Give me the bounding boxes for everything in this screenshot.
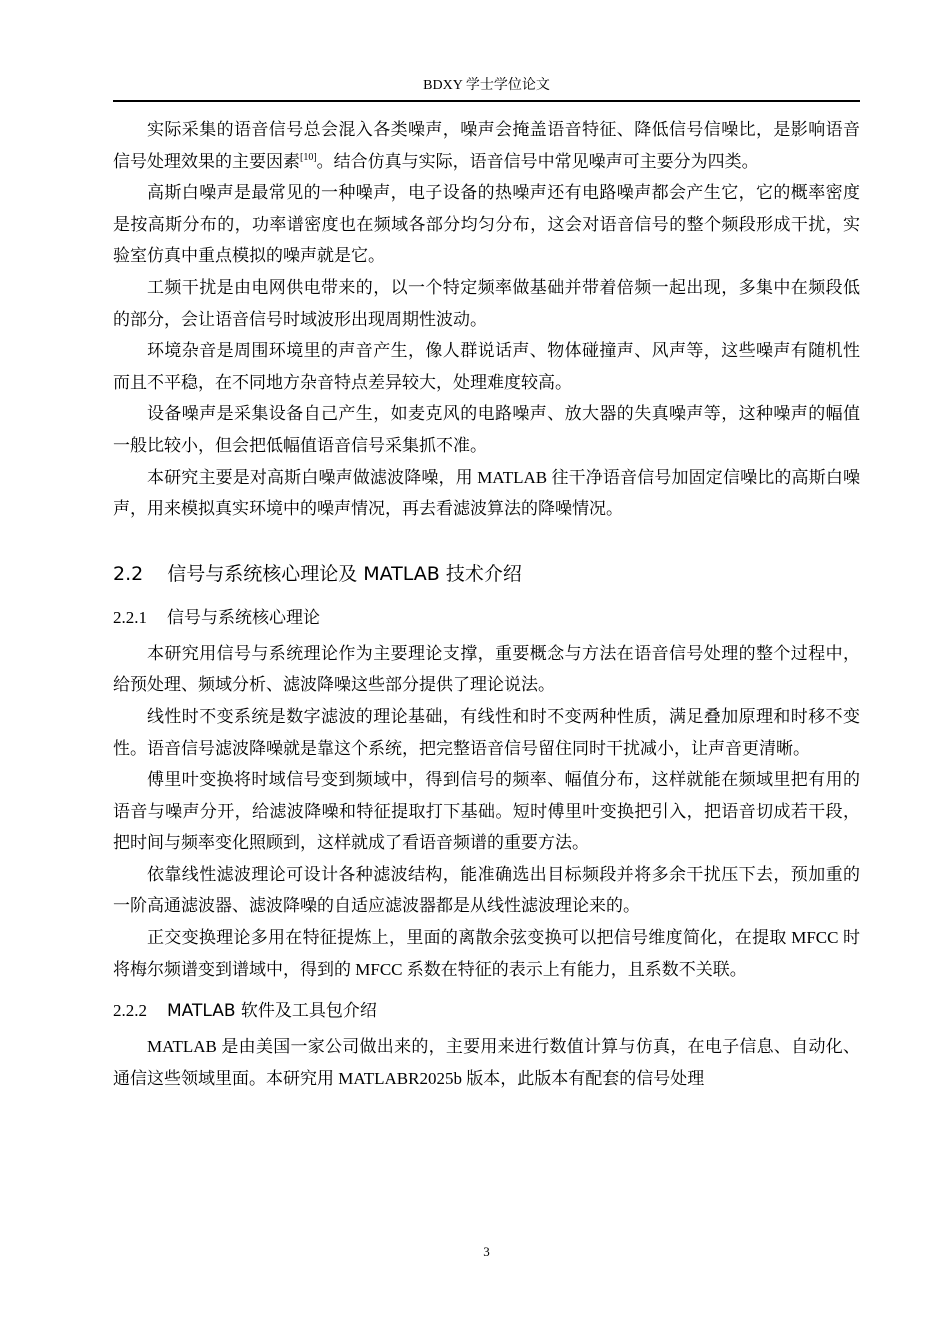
- paragraph-gaussian-noise: 高斯白噪声是最常见的一种噪声，电子设备的热噪声还有电路噪声都会产生它，它的概率密度是按高斯分布的，功率谱密度也在频域各部分均匀分布，这会对语音信号的整个频段形成干扰，实验室仿真中重点模拟的噪声就是它。: [113, 183, 860, 266]
- paragraph-fourier-transform: 傅里叶变换将时域信号变到频域中，得到信号的频率、幅值分布，这样就能在频域里把有用的语音与噪声分开，给滤波降噪和特征提取打下基础。短时傅里叶变换把引入，把语音切成若干段，把时间与频率变化照顾到，这样就成了看语音频谱的重要方法。: [113, 770, 860, 853]
- paragraph-text: 。结合仿真与实际，语音信号中常见噪声可主要分为四类。: [316, 151, 759, 171]
- subsection-number: 2.2.2: [113, 1001, 147, 1021]
- paragraph-matlab-intro: MATLAB 是由美国一家公司做出来的，主要用来进行数值计算与仿真，在电子信息、自动化、通信这些领域里面。本研究用 MATLABR2025b 版本，此版本有配套的信号处理: [113, 1037, 860, 1088]
- section-number: 2.2: [113, 562, 144, 585]
- subsection-number: 2.2.1: [113, 607, 147, 627]
- citation-marker[interactable]: [10]: [300, 151, 317, 163]
- section-title: 信号与系统核心理论及 MATLAB 技术介绍: [167, 562, 522, 585]
- paragraph-orthogonal-transform: 正交变换理论多用在特征提炼上，里面的离散余弦变换可以把信号维度简化，在提取 MFCC 时将梅尔频谱变到谱域中，得到的 MFCC 系数在特征的表示上有能力，且系数不关联。: [113, 928, 860, 979]
- paragraph-theory-support: 本研究用信号与系统理论作为主要理论支撑，重要概念与方法在语音信号处理的整个过程中，给预处理、频域分析、滤波降噪这些部分提供了理论说法。: [113, 643, 860, 695]
- paragraph-device-noise: 设备噪声是采集设备自己产生，如麦克风的电路噪声、放大器的失真噪声等，这种噪声的幅值一般比较小，但会把低幅值语音信号采集抓不准。: [113, 404, 860, 455]
- paragraph-lti-system: 线性时不变系统是数字滤波的理论基础，有线性和时不变两种性质，满足叠加原理和时移不变性。语音信号滤波降噪就是靠这个系统，把完整语音信号留住同时干扰减小，让声音更清晰。: [113, 706, 860, 758]
- page-body: [113, 114, 860, 1094]
- paragraph-linear-filtering: 依靠线性滤波理论可设计各种滤波结构，能准确选出目标频段并将多余干扰压下去，预加重的一阶高通滤波器、滤波降噪的自适应滤波器都是从线性滤波理论来的。: [113, 864, 860, 916]
- subsection-title: 信号与系统核心理论: [167, 607, 320, 628]
- subsection-heading-2-2-2: [113, 997, 860, 1025]
- paragraph-noise-intro: [113, 114, 860, 177]
- running-header: BDXY 学士学位论文: [423, 78, 550, 93]
- subsection-title: MATLAB 软件及工具包介绍: [167, 1001, 377, 1022]
- section-heading-2-2: [113, 560, 860, 588]
- paragraph-power-interference: 工频干扰是由电网供电带来的，以一个特定频率做基础并带着倍频一起出现，多集中在频段低的部分，会让语音信号时域波形出现周期性波动。: [113, 277, 860, 329]
- paragraph-ambient-noise: 环境杂音是周围环境里的声音产生，像人群说话声、物体碰撞声、风声等，这些噪声有随机性而且不平稳，在不同地方杂音特点差异较大，处理难度较高。: [113, 341, 860, 392]
- paragraph-study-focus: 本研究主要是对高斯白噪声做滤波降噪，用 MATLAB 往干净语音信号加固定信噪比的高斯白噪声，用来模拟真实环境中的噪声情况，再去看滤波算法的降噪情况。: [113, 467, 860, 519]
- page-number: 3: [483, 1244, 490, 1259]
- subsection-heading-2-2-1: [113, 604, 860, 632]
- paragraph-text: 实际采集的语音信号总会混入各类噪声，噪声会掩盖语音特征、降低信号信噪比，是影响语音信号处理效果的主要因素: [113, 120, 860, 171]
- header-rule: [113, 100, 860, 102]
